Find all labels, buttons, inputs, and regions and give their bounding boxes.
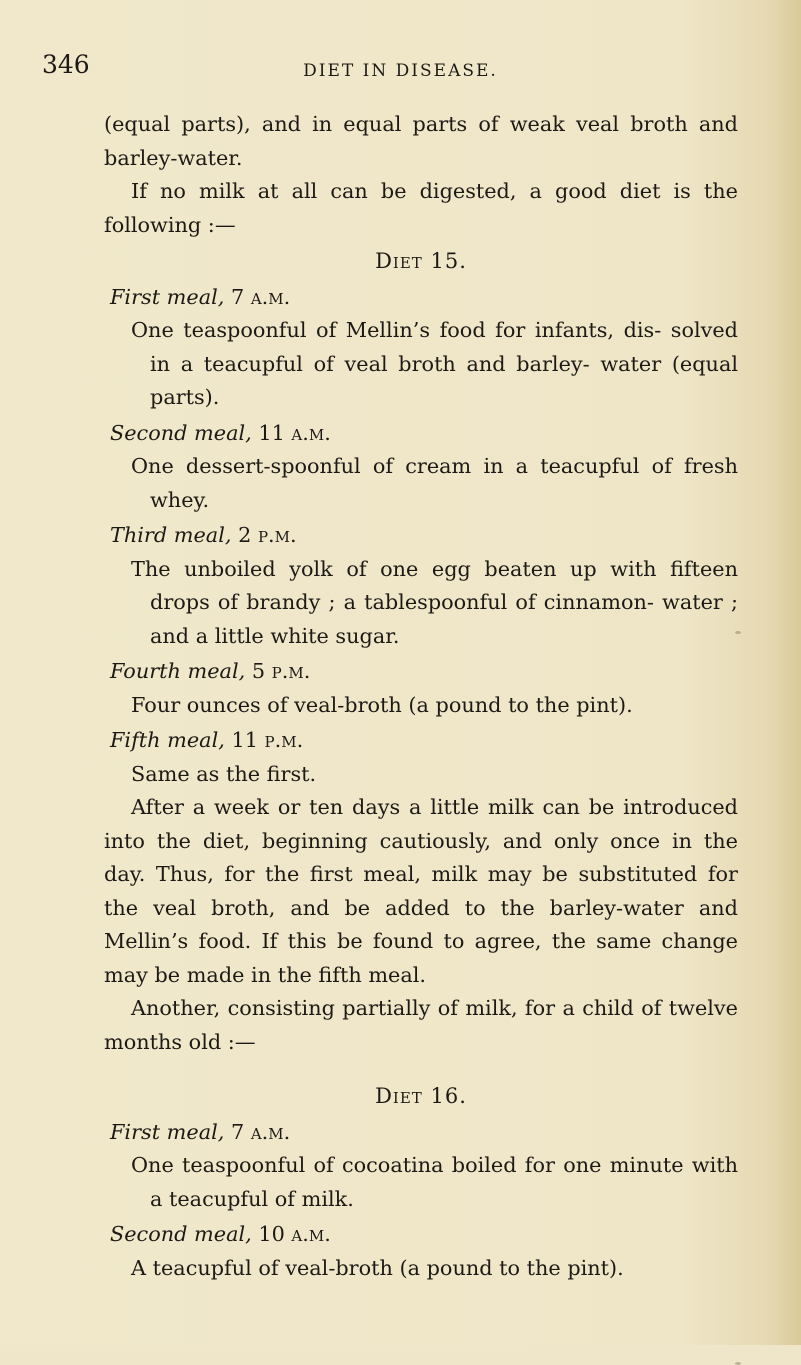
meal-entry: [104, 519, 738, 653]
meal-heading: First meal, 7 a.m.: [110, 284, 291, 309]
meal-description: One teaspoonful of cocoatina boiled for one minute with a teacupful of milk.: [131, 1153, 738, 1211]
meal-heading: Second meal, 10 a.m.: [110, 1222, 331, 1246]
meal-heading: First meal, 7 a.m.: [110, 1119, 291, 1144]
meal-description: A teacupful of veal-broth (a pound to the pint).: [131, 1255, 624, 1280]
meal-description: Same as the first.: [131, 761, 317, 786]
paragraph: (equal parts), and in equal parts of weak veal broth and barley-water.: [104, 112, 738, 170]
ink-speck: [735, 631, 741, 634]
page-body: [104, 108, 738, 1285]
diet-title: Diet 15.: [375, 249, 467, 273]
spacer: [104, 1059, 738, 1077]
meal-entry: [104, 1218, 738, 1285]
meal-entry: [104, 417, 738, 518]
meal-entry: [104, 1116, 738, 1217]
meal-entry: [104, 281, 738, 415]
paragraph: Another, consisting partially of milk, for a child of twelve months old :—: [104, 996, 738, 1054]
meal-entry: [104, 724, 738, 791]
paragraph: After a week or ten days a little milk can be introduced into the diet, beginning cautiously, and only once in the day. Thus, for the first meal, milk may be substituted for the veal broth, and be added to the barley-water and Mellin’s food. If this be found to agree, the same change may be made in the fifth meal.: [104, 795, 738, 987]
meal-heading: Fifth meal, 11 p.m.: [110, 728, 304, 752]
meal-description: One dessert-spoonful of cream in a teacupful of fresh whey.: [131, 454, 738, 512]
diet-title: Diet 16.: [375, 1084, 467, 1108]
page-number: 346: [42, 50, 90, 79]
meal-description: The unboiled yolk of one egg beaten up with fifteen drops of brandy ; a tablespoonful of cinnamon- water ; and a little white sugar.: [131, 556, 738, 648]
meal-heading: Third meal, 2 p.m.: [110, 523, 297, 547]
meal-heading: Second meal, 11 a.m.: [110, 420, 331, 445]
paragraph: If no milk at all can be digested, a good diet is the following :—: [104, 179, 738, 237]
meal-heading: Fourth meal, 5 p.m.: [110, 659, 311, 683]
running-head: DIET IN DISEASE.: [303, 61, 498, 81]
meal-entry: [104, 655, 738, 722]
meal-description: Four ounces of veal-broth (a pound to the pint).: [131, 692, 633, 717]
meal-description: One teaspoonful of Mellin’s food for infants, dis- solved in a teacupful of veal broth and barley- water (equal parts).: [131, 318, 738, 409]
